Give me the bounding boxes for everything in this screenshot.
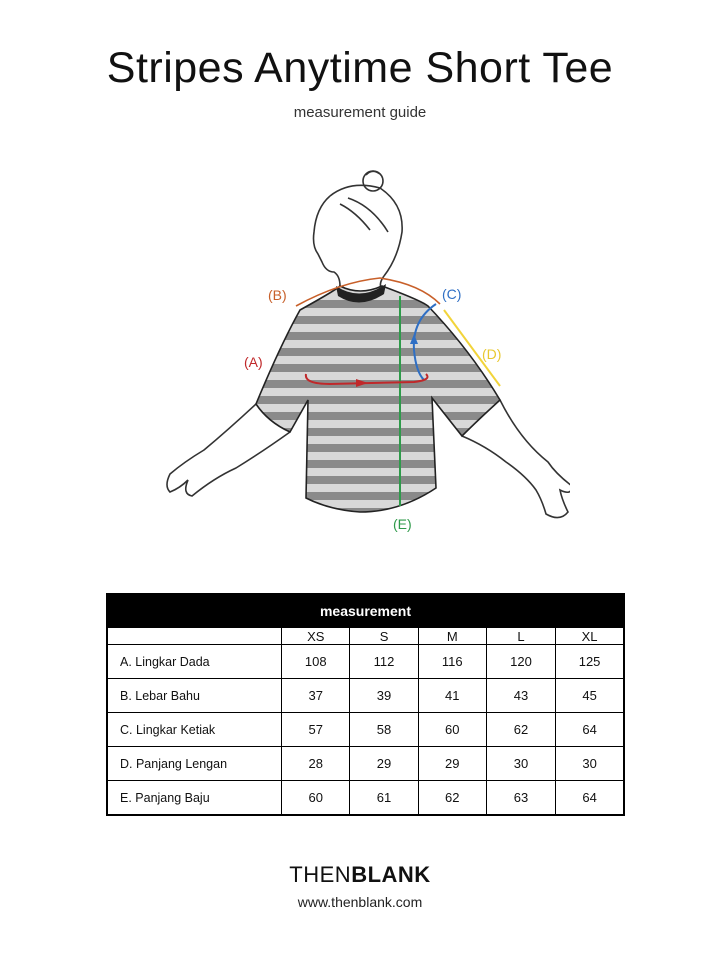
label-e: (E) bbox=[393, 516, 412, 532]
table-row bbox=[107, 747, 624, 781]
shirt bbox=[240, 280, 520, 520]
brand-logo bbox=[0, 862, 720, 888]
table-cell: 57 bbox=[282, 713, 350, 747]
row-label: C. Lingkar Ketiak bbox=[107, 713, 282, 747]
table-cell: 45 bbox=[556, 679, 624, 713]
table-caption: measurement bbox=[107, 594, 624, 628]
table-cell: 62 bbox=[418, 781, 486, 816]
table-cell: 60 bbox=[282, 781, 350, 816]
row-label: B. Lebar Bahu bbox=[107, 679, 282, 713]
table-cell: 120 bbox=[486, 645, 555, 679]
table-cell: 29 bbox=[418, 747, 486, 781]
size-header: S bbox=[350, 628, 418, 645]
label-d: (D) bbox=[482, 346, 502, 362]
size-header: XS bbox=[282, 628, 350, 645]
table-cell: 30 bbox=[556, 747, 624, 781]
page-title: Stripes Anytime Short Tee bbox=[106, 44, 614, 92]
size-header-row bbox=[107, 628, 624, 645]
table-cell: 30 bbox=[486, 747, 555, 781]
size-header: M bbox=[418, 628, 486, 645]
table-cell: 112 bbox=[350, 645, 418, 679]
table-cell: 29 bbox=[350, 747, 418, 781]
table-cell: 63 bbox=[486, 781, 555, 816]
tshirt-measurement-illustration bbox=[150, 150, 570, 550]
table-cell: 37 bbox=[282, 679, 350, 713]
table-cell: 41 bbox=[418, 679, 486, 713]
table-row bbox=[107, 713, 624, 747]
table-cell: 61 bbox=[350, 781, 418, 816]
table-cell: 60 bbox=[418, 713, 486, 747]
table-row bbox=[107, 645, 624, 679]
table-cell: 64 bbox=[556, 781, 624, 816]
label-c: (C) bbox=[442, 286, 462, 302]
table-row bbox=[107, 781, 624, 816]
table-cell: 64 bbox=[556, 713, 624, 747]
table-row bbox=[107, 679, 624, 713]
table-cell: 58 bbox=[350, 713, 418, 747]
label-b: (B) bbox=[268, 287, 287, 303]
size-chart-table bbox=[106, 593, 625, 816]
table-cell: 28 bbox=[282, 747, 350, 781]
page-subtitle: measurement guide bbox=[293, 104, 427, 121]
size-header: XL bbox=[556, 628, 624, 645]
website-url: www.thenblank.com bbox=[297, 894, 423, 910]
label-a: (A) bbox=[244, 354, 263, 370]
table-cell: 125 bbox=[556, 645, 624, 679]
size-header: L bbox=[486, 628, 555, 645]
empty-header-cell bbox=[107, 628, 282, 645]
row-label: A. Lingkar Dada bbox=[107, 645, 282, 679]
table-cell: 62 bbox=[486, 713, 555, 747]
brand-logo-part-1: THEN bbox=[289, 862, 352, 887]
head-outline bbox=[314, 171, 403, 290]
row-label: D. Panjang Lengan bbox=[107, 747, 282, 781]
table-cell: 39 bbox=[350, 679, 418, 713]
row-label: E. Panjang Baju bbox=[107, 781, 282, 816]
brand-logo-part-2: BLANK bbox=[351, 862, 431, 887]
table-cell: 116 bbox=[418, 645, 486, 679]
table-cell: 43 bbox=[486, 679, 555, 713]
table-cell: 108 bbox=[282, 645, 350, 679]
